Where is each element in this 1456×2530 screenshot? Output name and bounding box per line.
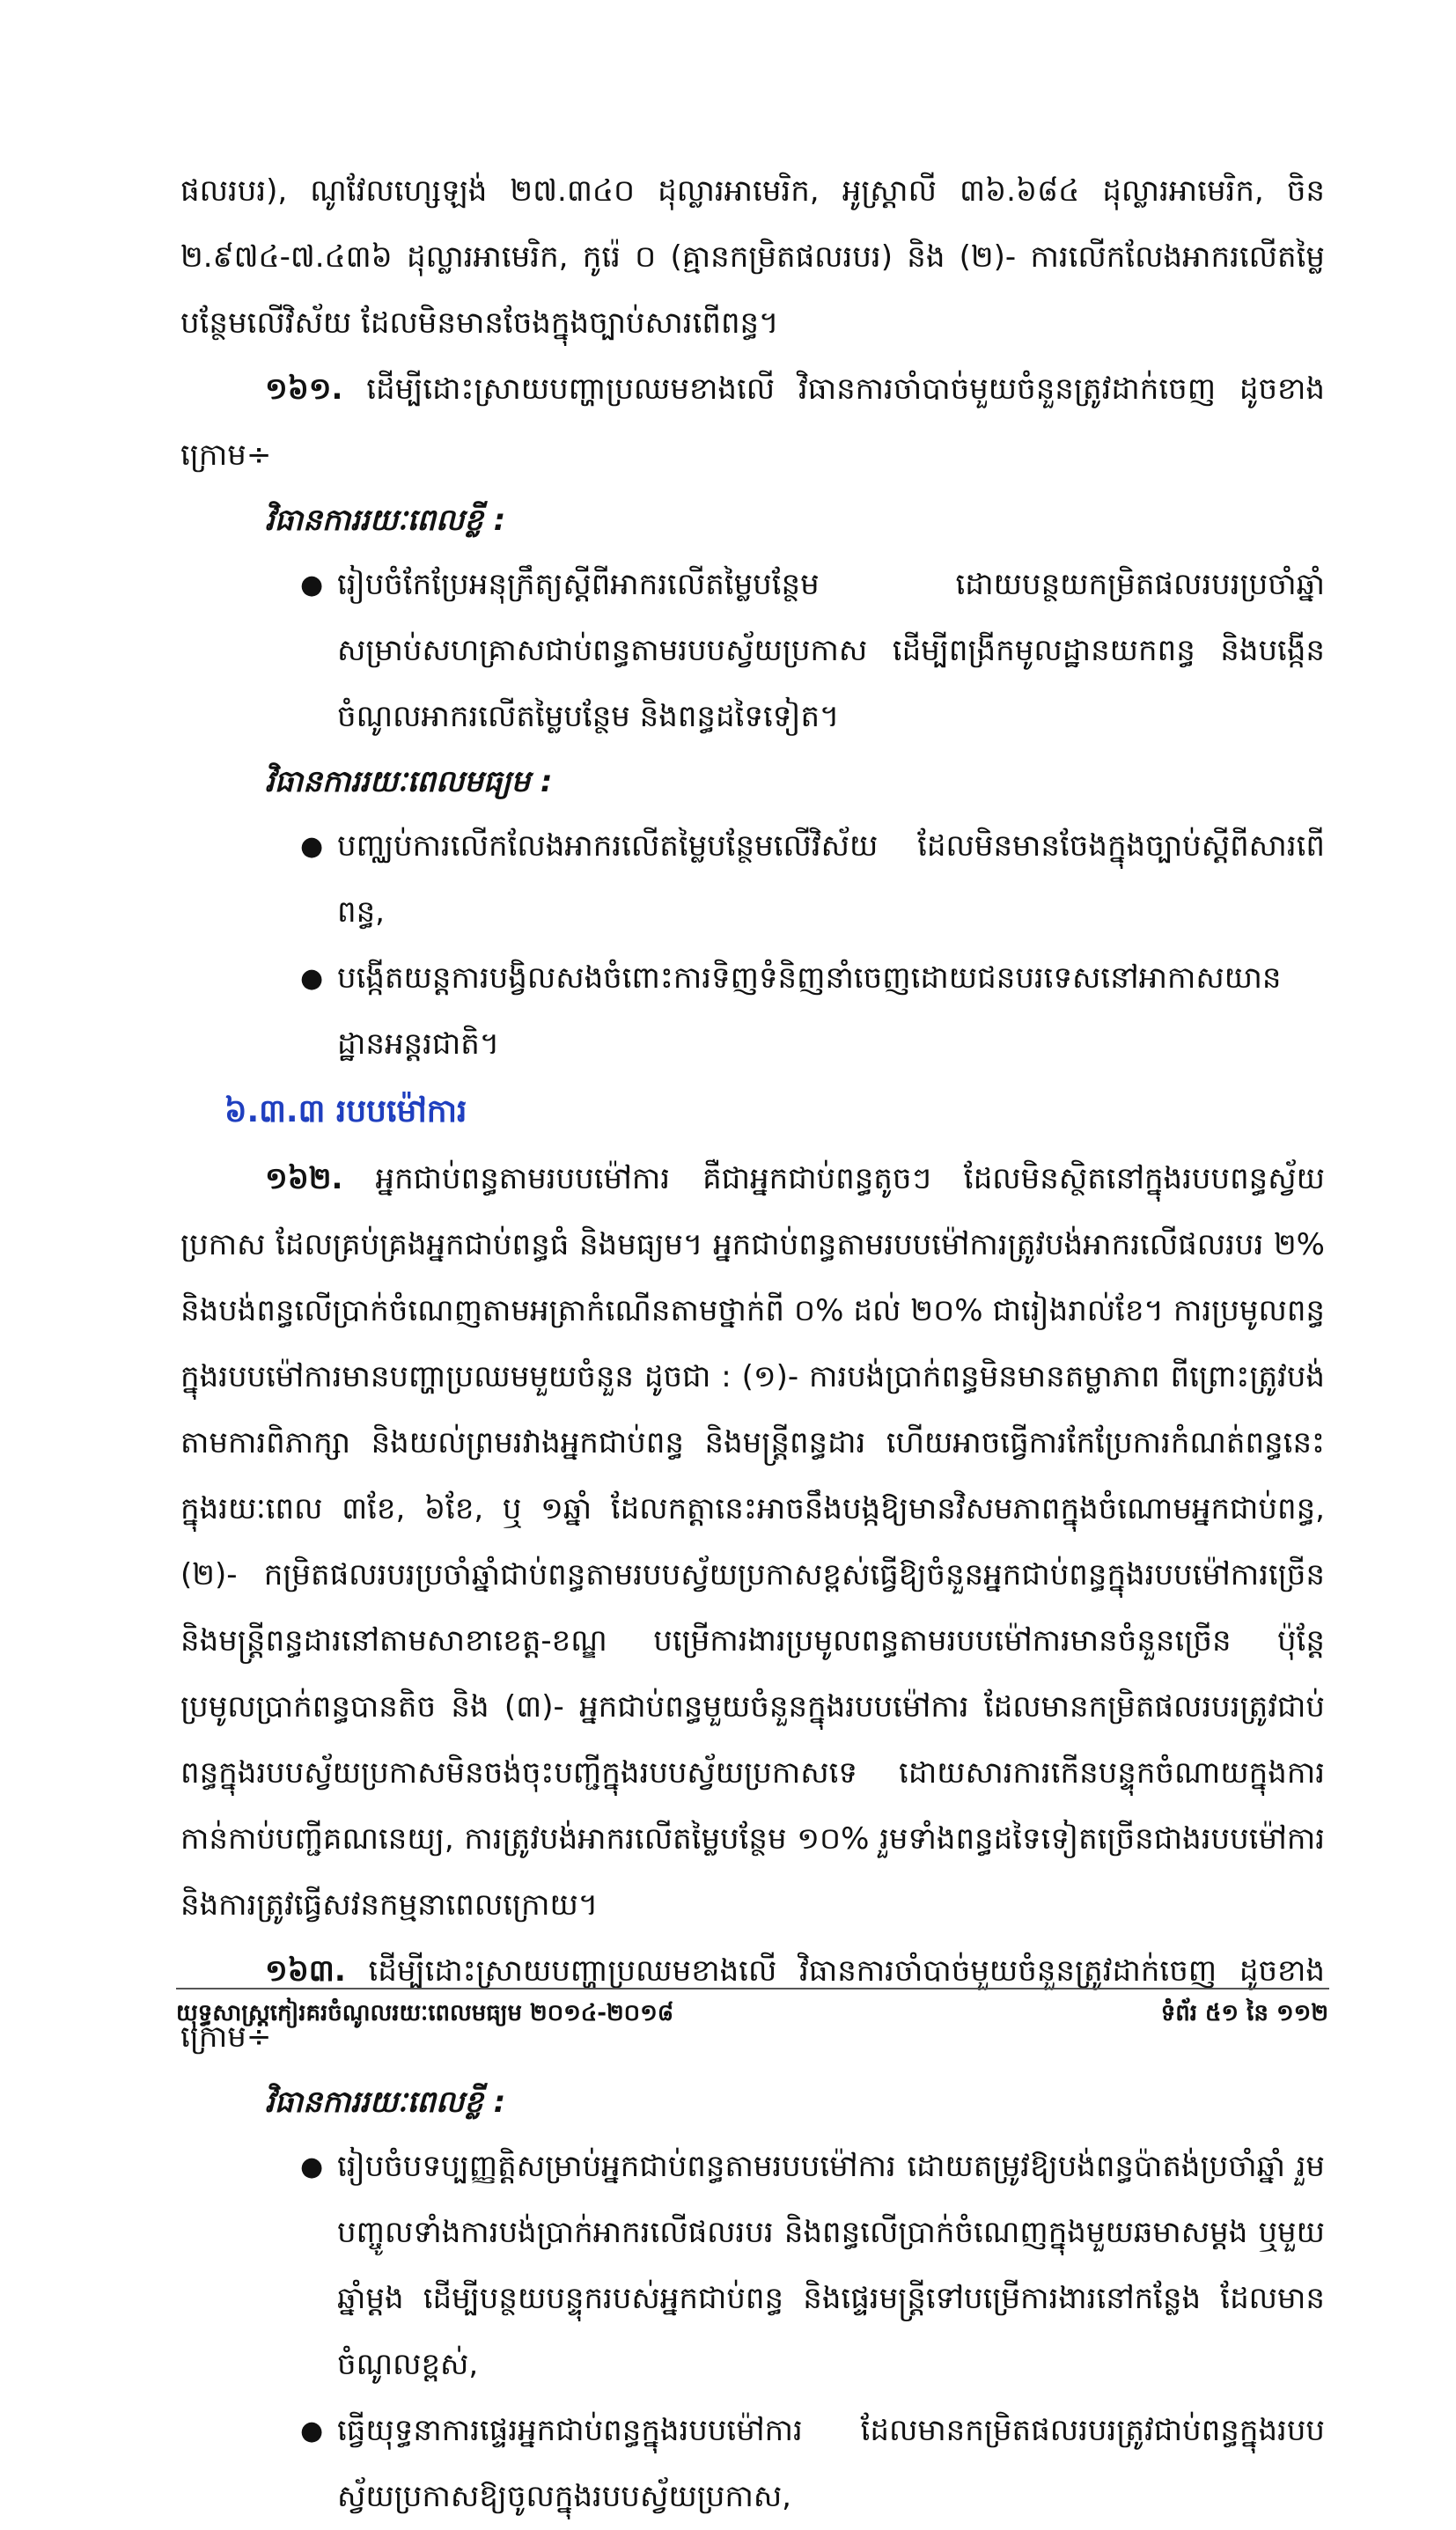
list-item — [300, 945, 1325, 1077]
medium-term-measures-heading: វិធានការរយៈពេលមធ្យម : — [265, 764, 553, 799]
list-item-text: រៀបចំកែប្រែអនុក្រឹត្យស្តីពីអាករលើតម្លៃបន្ថែម ដោយបន្ថយកម្រិតផលរបរប្រចាំឆ្នាំសម្រាប់សហគ្រាសជាប់ពន្ធតាមរបបស្វ័យប្រកាស ដើម្បីពង្រីកមូលដ្ឋានយកពន្ធ និងបង្កើនចំណូលអាករលើតម្លៃបន្ថែម និងពន្ធដទៃទៀត។ — [337, 567, 1325, 734]
paragraph-text: ដើម្បីដោះស្រាយបញ្ហាប្រឈមខាងលើ វិធានការចាំបាច់មួយចំនួនត្រូវដាក់ចេញ ដូចខាងក្រោម÷ — [180, 371, 1325, 473]
short-term-measures-heading: វិធានការរយៈពេលខ្លី : — [265, 503, 506, 538]
medium-term-measures-list — [180, 813, 1325, 1077]
list-item-text: រៀបចំបទប្បញ្ញត្តិសម្រាប់អ្នកជាប់ពន្ធតាមរបបម៉ៅការ ដោយតម្រូវឱ្យបង់ពន្ធប៉ាតង់ប្រចាំឆ្នាំ រួមបញ្ចូលទាំងការបង់ប្រាក់អាករលើផលរបរ និងពន្ធលើប្រាក់ចំណេញក្នុងមួយឆមាសម្តង ឬមួយឆ្នាំម្តង ដើម្បីបន្ថយបន្ទុករបស់អ្នកជាប់ពន្ធ និងផ្ទេរមន្ត្រីទៅបម្រើការងារនៅកន្លែង ដែលមានចំណូលខ្ពស់, — [337, 2149, 1325, 2382]
intro-paragraph: ផលរបរ), ណូវែលហ្សេឡង់ ២៧.៣៤០ ដុល្លារអាមេរិក, អូស្ត្រាលី ៣៦.៦៨៤ ដុល្លារអាមេរិក, ចិន ២.៩៧៤-៧.៤៣៦ ដុល្លារអាមេរិក, កូរ៉េ ០ (គ្មានកម្រិតផលរបរ) និង (២)- ការលើកលែងអាករលើតម្លៃបន្ថែមលើវិស័យ ដែលមិនមានចែងក្នុងច្បាប់សារពើពន្ធ។ — [180, 173, 1325, 341]
footer-page-number: ទំព័រ ៥១ នៃ ១១២ — [1160, 2000, 1328, 2026]
list-item — [300, 552, 1325, 750]
paragraph-text: អ្នកជាប់ពន្ធតាមរបបម៉ៅការ គឺជាអ្នកជាប់ពន្ធតូចៗ ដែលមិនស្ថិតនៅក្នុងរបបពន្ធស្វ័យប្រកាស ដែលគ្រប់គ្រងអ្នកជាប់ពន្ធធំ និងមធ្យម។ អ្នកជាប់ពន្ធតាមរបបម៉ៅការត្រូវបង់អាករលើផលរបរ ២% និងបង់ពន្ធលើប្រាក់ចំណេញតាមអត្រាកំណើនតាមថ្នាក់ពី ០% ដល់ ២០% ជារៀងរាល់ខែ។ ការប្រមូលពន្ធក្នុងរបបម៉ៅការមានបញ្ហាប្រឈមមួយចំនួន ដូចជា : (១)- ការបង់ប្រាក់ពន្ធមិនមានតម្លាភាព ពីព្រោះត្រូវបង់តាមការពិភាក្សា និងយល់ព្រមរវាងអ្នកជាប់ពន្ធ និងមន្ត្រីពន្ធដារ ហើយអាចធ្វើការកែប្រែការកំណត់ពន្ធនេះក្នុងរយៈពេល ៣ខែ, ៦ខែ, ឬ ១ឆ្នាំ ដែលកត្តានេះអាចនឹងបង្កឱ្យមានវិសមភាពក្នុងចំណោមអ្នកជាប់ពន្ធ, (២)- កម្រិតផលរបរប្រចាំឆ្នាំជាប់ពន្ធតាមរបបស្វ័យប្រកាសខ្ពស់ធ្វើឱ្យចំនួនអ្នកជាប់ពន្ធក្នុងរបបម៉ៅការច្រើន និងមន្ត្រីពន្ធដារនៅតាមសាខាខេត្ត-ខណ្ឌ បម្រើការងារប្រមូលពន្ធតាមរបបម៉ៅការមានចំនួនច្រើន ប៉ុន្តែប្រមូលប្រាក់ពន្ធបានតិច និង (៣)- អ្នកជាប់ពន្ធមួយចំនួនក្នុងរបបម៉ៅការ ដែលមានកម្រិតផលរបរត្រូវជាប់ពន្ធក្នុងរបបស្វ័យប្រកាសមិនចង់ចុះបញ្ជីក្នុងរបបស្វ័យប្រកាសទេ ដោយសារការកើនបន្ទុកចំណាយក្នុងការកាន់កាប់បញ្ជីគណនេយ្យ, ការត្រូវបង់អាករលើតម្លៃបន្ថែម ១០% រួមទាំងពន្ធដទៃទៀតច្រើនជាងរបបម៉ៅការ និងការត្រូវធ្វើសវនកម្មនាពេលក្រោយ។ — [180, 1161, 1325, 1923]
bullet-icon: ● — [300, 963, 324, 994]
section-heading: ៦.៣.៣ របបម៉ៅការ — [224, 1093, 467, 1129]
paragraph-161 — [180, 357, 1325, 489]
paragraph-number: ១៦៣. — [265, 1953, 346, 1989]
paragraph-number: ១៦១. — [265, 371, 343, 407]
footer-divider — [176, 1988, 1329, 1989]
short-term-measures-list — [180, 552, 1325, 750]
list-item — [300, 813, 1325, 945]
bullet-icon: ● — [300, 2151, 324, 2182]
list-item — [300, 2398, 1325, 2530]
list-item — [300, 2134, 1325, 2398]
bullet-icon: ● — [300, 570, 324, 600]
paragraph-text: ដើម្បីដោះស្រាយបញ្ហាប្រឈមខាងលើ វិធានការចាំបាច់មួយចំនួនត្រូវដាក់ចេញ ដូចខាងក្រោម÷ — [180, 1953, 1325, 2055]
list-item-text: បង្កើតយន្តការបង្វិលសងចំពោះការទិញទំនិញនាំចេញដោយជនបរទេសនៅអាកាសយានដ្ឋានអន្តរជាតិ។ — [337, 960, 1282, 1062]
list-item-text: បញ្ឈប់ការលើកលែងអាករលើតម្លៃបន្ថែមលើវិស័យ ដែលមិនមានចែងក្នុងច្បាប់ស្តីពីសារពើពន្ធ, — [337, 828, 1325, 930]
list-item-text: ធ្វើយុទ្ធនាការផ្ទេរអ្នកជាប់ពន្ធក្នុងរបបម៉ៅការ ដែលមានកម្រិតផលរបរត្រូវជាប់ពន្ធក្នុងរបបស្វ័យប្រកាសឱ្យចូលក្នុងរបបស្វ័យប្រកាស, — [337, 2413, 1325, 2514]
short-term-measures-list — [180, 2134, 1325, 2530]
bullet-icon: ● — [300, 2416, 324, 2446]
footer-document-title: យុទ្ធសាស្ត្រកៀរគរចំណូលរយៈពេលមធ្យម ២០១៤-២០១៨ — [176, 2000, 674, 2026]
paragraph-162 — [180, 1146, 1325, 1938]
bullet-icon: ● — [300, 831, 324, 862]
page-body — [180, 158, 1325, 2530]
short-term-measures-heading: វិធានការរយៈពេលខ្លី : — [265, 2085, 506, 2120]
paragraph-number: ១៦២. — [265, 1161, 343, 1196]
